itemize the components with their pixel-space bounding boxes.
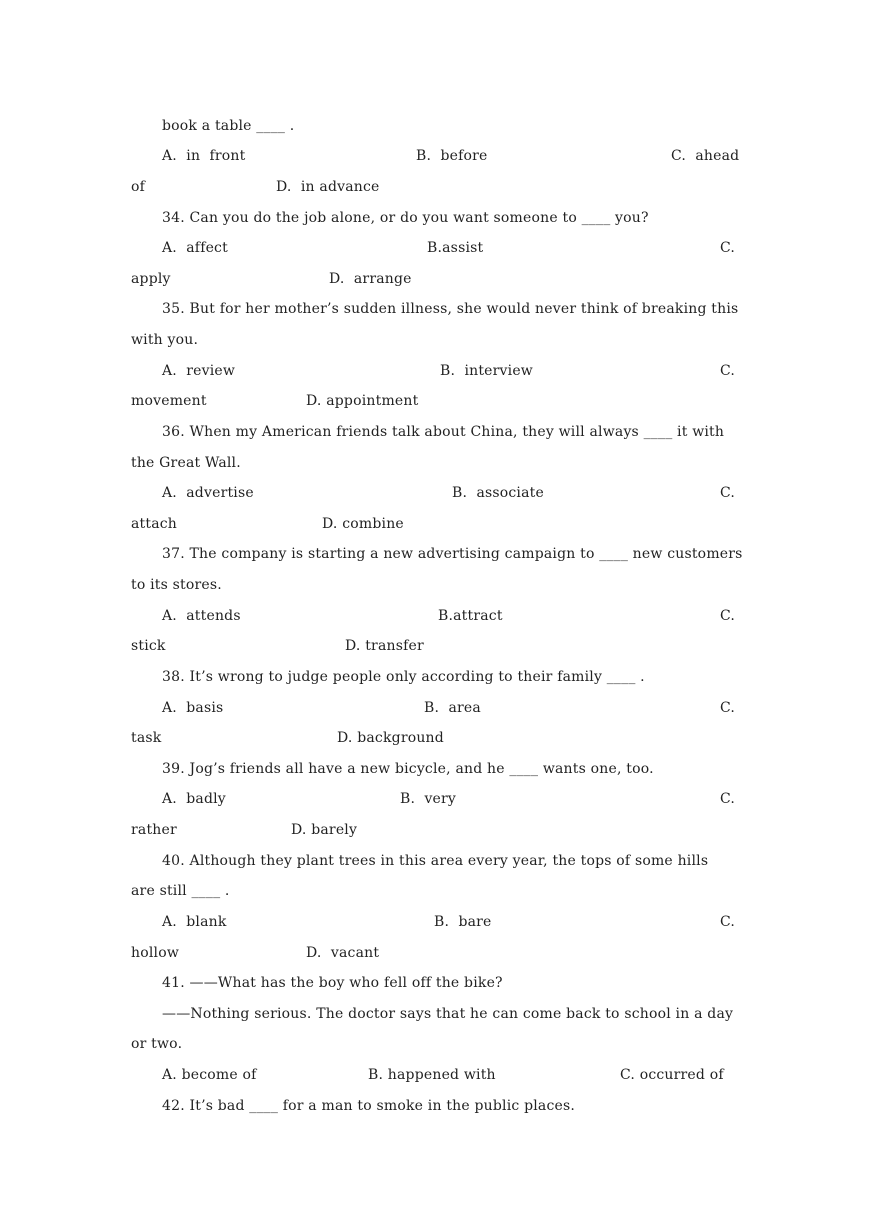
question-41-cont: or two. bbox=[131, 1036, 183, 1052]
question-40: 40. Although they plant trees in this area every year, the tops of some hills bbox=[162, 853, 709, 869]
question-37-cont: to its stores. bbox=[131, 577, 222, 593]
option-d: D. combine bbox=[322, 516, 404, 532]
option-c-cont: hollow bbox=[131, 945, 180, 961]
option-c-cont: of bbox=[131, 179, 146, 195]
option-c-cont: attach bbox=[131, 516, 178, 532]
option-b: B. very bbox=[400, 791, 457, 807]
option-b: B. interview bbox=[440, 363, 533, 379]
option-d: D. arrange bbox=[329, 271, 412, 287]
option-c: C. bbox=[720, 363, 736, 379]
option-c-cont: task bbox=[131, 730, 162, 746]
option-c: C. bbox=[720, 608, 736, 624]
option-a: A. become of bbox=[162, 1067, 257, 1083]
question-34: 34. Can you do the job alone, or do you want someone to ____ you? bbox=[162, 210, 649, 226]
option-d: D. appointment bbox=[306, 393, 419, 409]
question-38: 38. It’s wrong to judge people only according to their family ____ . bbox=[162, 669, 645, 685]
question-36: 36. When my American friends talk about China, they will always ____ it with bbox=[162, 424, 725, 440]
question-36-cont: the Great Wall. bbox=[131, 455, 241, 471]
option-b: B. associate bbox=[452, 485, 544, 501]
option-a: A. badly bbox=[162, 791, 226, 807]
option-c: C. ahead bbox=[671, 148, 740, 164]
option-a: A. attends bbox=[162, 608, 241, 624]
option-c: C. bbox=[720, 914, 736, 930]
question-35: 35. But for her mother’s sudden illness, she would never think of breaking this bbox=[162, 301, 739, 317]
option-d: D. vacant bbox=[306, 945, 380, 961]
option-c: C. bbox=[720, 485, 736, 501]
question-41: 41. ——What has the boy who fell off the bike? bbox=[162, 975, 503, 991]
question-35-cont: with you. bbox=[131, 332, 199, 348]
option-b: B. before bbox=[416, 148, 488, 164]
option-d: D. transfer bbox=[345, 638, 424, 654]
option-a: A. affect bbox=[162, 240, 228, 256]
option-b: B.attract bbox=[438, 608, 503, 624]
option-c-cont: rather bbox=[131, 822, 177, 838]
option-c-cont: apply bbox=[131, 271, 171, 287]
question-40-cont: are still ____ . bbox=[131, 883, 230, 899]
option-a: A. basis bbox=[162, 700, 224, 716]
option-a: A. review bbox=[162, 363, 236, 379]
option-a: A. advertise bbox=[162, 485, 254, 501]
option-a: A. blank bbox=[162, 914, 227, 930]
option-d: D. in advance bbox=[276, 179, 380, 195]
option-b: B. area bbox=[424, 700, 481, 716]
question-42: 42. It’s bad ____ for a man to smoke in the public places. bbox=[162, 1098, 576, 1114]
option-d: D. background bbox=[337, 730, 444, 746]
option-c-cont: stick bbox=[131, 638, 166, 654]
option-c: C. bbox=[720, 791, 736, 807]
question-41-reply: ——Nothing serious. The doctor says that he can come back to school in a day bbox=[162, 1006, 734, 1022]
option-c-cont: movement bbox=[131, 393, 207, 409]
text-line: book a table ____ . bbox=[162, 118, 295, 134]
question-37: 37. The company is starting a new advertising campaign to ____ new customers bbox=[162, 546, 743, 562]
option-c: C. occurred of bbox=[620, 1067, 724, 1083]
option-a: A. in front bbox=[162, 148, 246, 164]
option-b: B. happened with bbox=[368, 1067, 496, 1083]
option-d: D. barely bbox=[291, 822, 358, 838]
option-b: B. bare bbox=[434, 914, 492, 930]
option-c: C. bbox=[720, 240, 736, 256]
option-c: C. bbox=[720, 700, 736, 716]
question-39: 39. Jog’s friends all have a new bicycle, and he ____ wants one, too. bbox=[162, 761, 654, 777]
option-b: B.assist bbox=[427, 240, 484, 256]
